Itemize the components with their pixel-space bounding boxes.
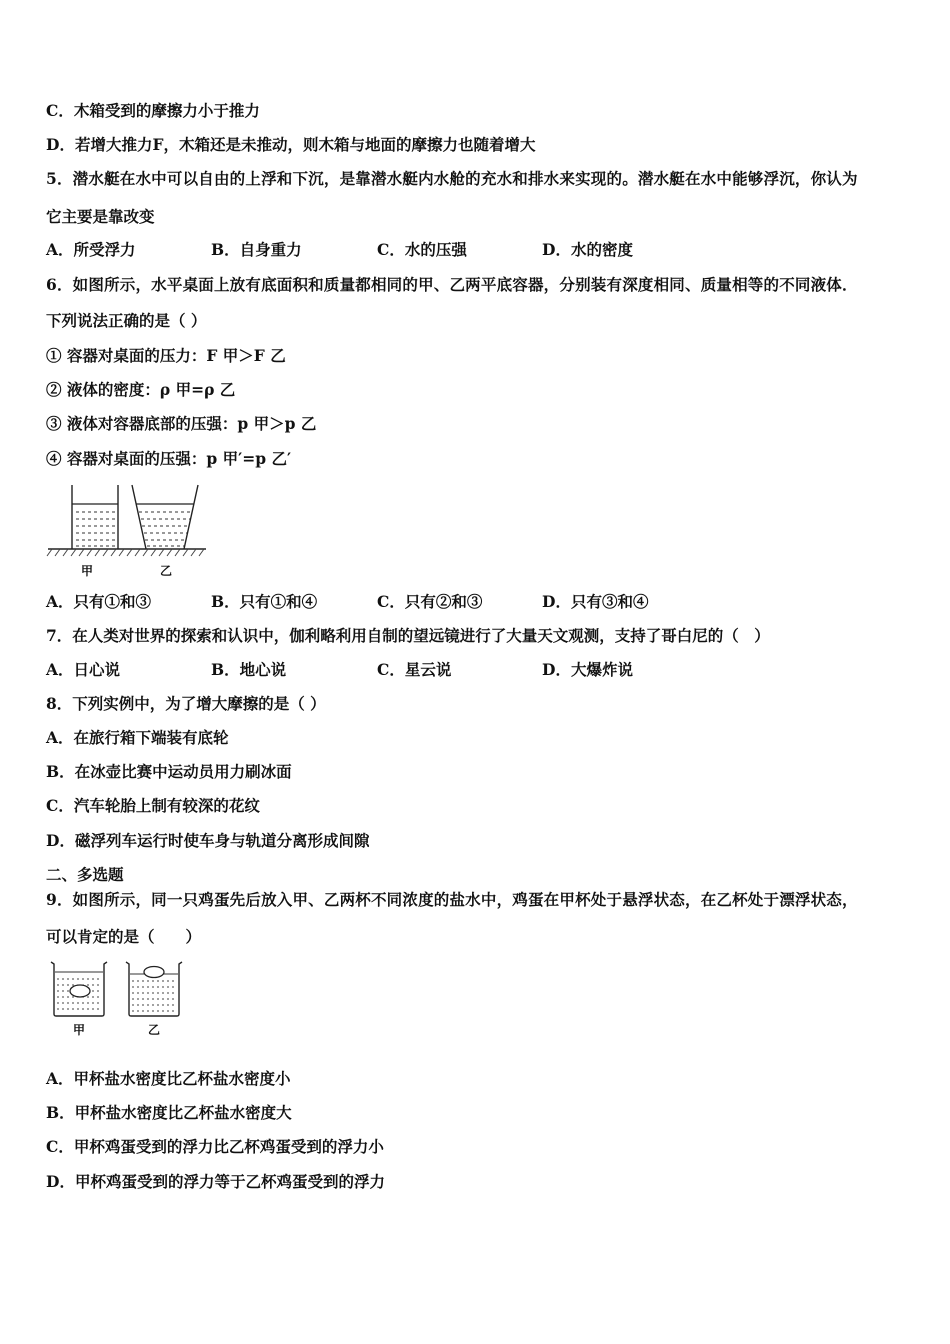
q6-item-2: ② 液体的密度：ρ 甲=ρ 乙	[46, 380, 236, 399]
q5-option-d: D．水的密度	[542, 240, 633, 259]
q9-option-d: D．甲杯鸡蛋受到的浮力等于乙杯鸡蛋受到的浮力	[46, 1172, 385, 1191]
q7-stem: 7．在人类对世界的探索和认识中，伽利略利用自制的望远镜进行了大量天文观测，支持了哥白尼的（ ）	[46, 626, 770, 645]
q9-stem-line2: 可以肯定的是（ ）	[46, 927, 202, 946]
q9-beakers-figure	[46, 958, 186, 1020]
container-yi	[132, 485, 198, 549]
q6-fig-label-jia: 甲	[81, 564, 94, 578]
q9-option-b: B．甲杯盐水密度比乙杯盐水密度大	[46, 1103, 292, 1122]
q8-option-c: C．汽车轮胎上制有较深的花纹	[46, 796, 260, 815]
q5-stem-line1: 5．潜水艇在水中可以自由的上浮和下沉，是靠潜水艇内水舱的充水和排水来实现的。潜水艇在水中能够浮沉，你认为	[46, 169, 858, 188]
q4-option-c: C．木箱受到的摩擦力小于推力	[46, 101, 260, 120]
q6-option-d: D．只有③和④	[542, 592, 649, 611]
q9-stem-line1: 9．如图所示，同一只鸡蛋先后放入甲、乙两杯不同浓度的盐水中，鸡蛋在甲杯处于悬浮状态，在乙杯处于漂浮状态，	[46, 890, 858, 909]
q6-option-a: A．只有①和③	[46, 592, 152, 611]
q6-item-3: ③ 液体对容器底部的压强：p 甲＞p 乙	[46, 414, 317, 433]
q9-fig-label-yi: 乙	[148, 1023, 161, 1037]
q5-option-c: C．水的压强	[377, 240, 467, 259]
q5-stem-line2: 它主要是靠改变	[46, 207, 155, 226]
q7-option-a: A．日心说	[46, 660, 121, 679]
q8-option-d: D．磁浮列车运行时使车身与轨道分离形成间隙	[46, 831, 370, 850]
q9-option-a: A．甲杯盐水密度比乙杯盐水密度小	[46, 1069, 291, 1088]
q9-fig-label-jia: 甲	[73, 1023, 86, 1037]
q8-stem: 8．下列实例中，为了增大摩擦的是（ ）	[46, 694, 326, 713]
q5-option-a: A．所受浮力	[46, 240, 136, 259]
q4-option-d: D．若增大推力F，木箱还是未推动，则木箱与地面的摩擦力也随着增大	[46, 135, 536, 154]
q7-option-b: B．地心说	[211, 660, 287, 679]
q9-option-c: C．甲杯鸡蛋受到的浮力比乙杯鸡蛋受到的浮力小	[46, 1137, 384, 1156]
beaker-yi	[126, 962, 182, 1016]
q5-option-b: B．自身重力	[211, 240, 302, 259]
q7-option-c: C．星云说	[377, 660, 452, 679]
egg-jia	[70, 985, 90, 997]
table-surface	[47, 549, 206, 556]
q6-stem-line2: 下列说法正确的是（ ）	[46, 311, 207, 330]
q8-option-b: B．在冰壶比赛中运动员用力刷冰面	[46, 762, 292, 781]
q6-option-b: B．只有①和④	[211, 592, 318, 611]
q6-option-c: C．只有②和③	[377, 592, 483, 611]
container-jia	[72, 485, 118, 549]
q6-fig-label-yi: 乙	[160, 564, 173, 578]
egg-yi	[144, 967, 164, 978]
q6-item-1: ① 容器对桌面的压力：F 甲＞F 乙	[46, 346, 286, 365]
q6-item-4: ④ 容器对桌面的压强：p 甲′=p 乙′	[46, 449, 292, 468]
beaker-jia	[51, 962, 107, 1016]
q7-option-d: D．大爆炸说	[542, 660, 633, 679]
q6-stem-line1: 6．如图所示，水平桌面上放有底面积和质量都相同的甲、乙两平底容器，分别装有深度相同、质量相等的不同液体．	[46, 275, 858, 294]
q8-option-a: A．在旅行箱下端装有底轮	[46, 728, 229, 747]
section-title-multiple-choice: 二、多选题	[46, 865, 124, 884]
q6-containers-figure	[46, 482, 211, 560]
